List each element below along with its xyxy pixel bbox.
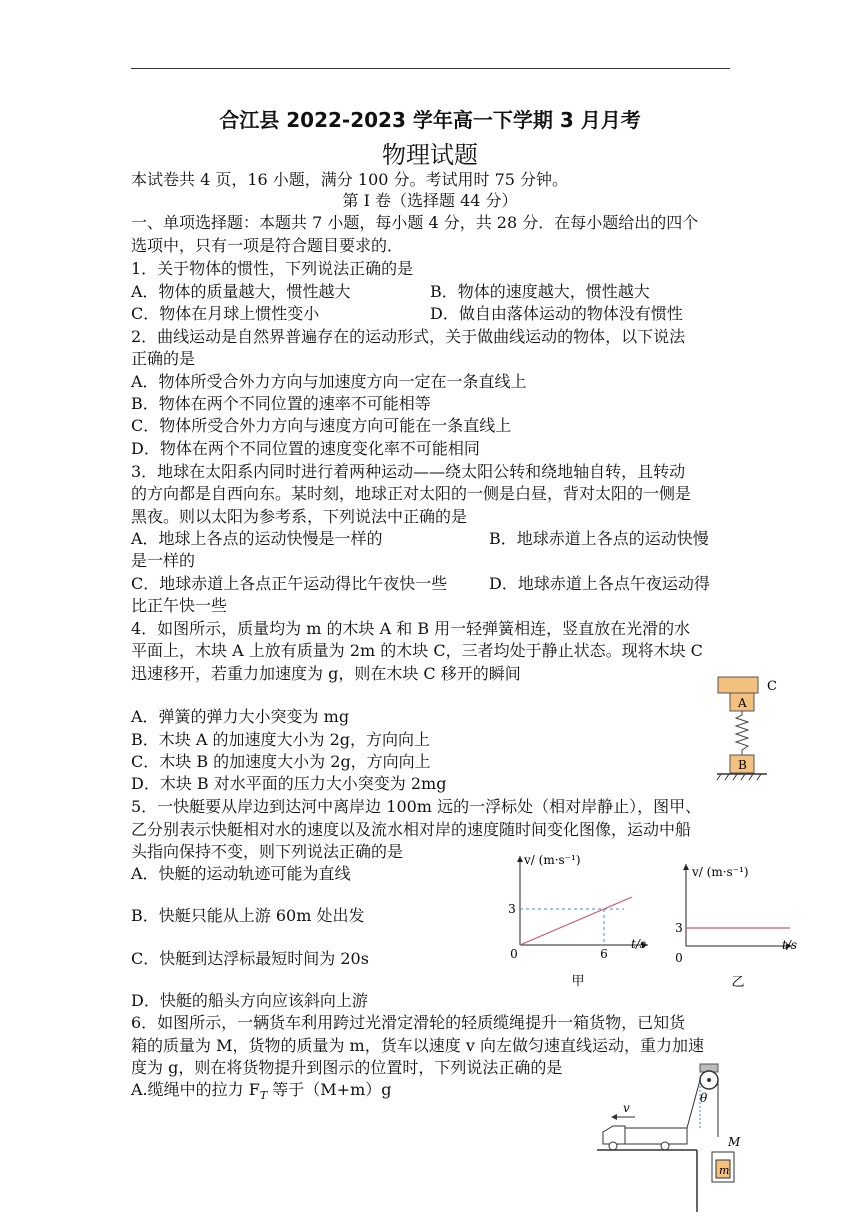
q6-option-a-subscript: T <box>259 1089 268 1103</box>
q3-option-b-cont: 是一样的 <box>131 551 196 570</box>
q6-option-a-tail: 等于（M+m）g <box>267 1080 392 1099</box>
q6-option-a-text: A.缆绳中的拉力 F <box>131 1080 260 1099</box>
y-axis-arrow <box>683 864 689 870</box>
box-mass-label: M <box>728 1135 741 1149</box>
q3-stem: 的方向都是自西向东。某时刻，地球正对太阳的一侧是白昼，背对太阳的一侧是 <box>131 484 692 503</box>
pulley-axle <box>707 1078 711 1082</box>
section-heading: 第 I 卷（选择题 44 分） <box>342 191 518 210</box>
graph-caption: 乙 <box>731 975 745 990</box>
header-rule <box>131 68 730 69</box>
q5-option-c: C．快艇到达浮标最短时间为 20s <box>131 949 369 968</box>
q3-option-c: C．地球赤道上各点正午运动得比午夜快一些 <box>131 574 448 593</box>
series-line <box>520 897 632 945</box>
spring <box>736 711 748 755</box>
block-b-label: B <box>738 758 747 772</box>
y-axis-arrow <box>517 856 523 862</box>
q4-option-d: D．木块 B 对水平面的压力大小突变为 2mg <box>131 774 447 793</box>
q5-stem: 5．一快艇要从岸边到达河中离岸边 100m 远的一浮标处（相对岸静止），图甲、 <box>131 797 702 816</box>
truck-bed <box>625 1128 687 1144</box>
truck-cab <box>603 1126 625 1144</box>
exam-info: 本试卷共 4 页，16 小题，满分 100 分。考试用时 75 分钟。 <box>131 170 569 189</box>
truck-wheel <box>661 1142 669 1150</box>
q5-stem: 乙分别表示快艇相对水的速度以及流水相对岸的速度随时间变化图像，运动中船 <box>131 820 692 839</box>
x-axis-label: t/s <box>782 938 798 952</box>
q2-option-b: B．物体在两个不同位置的速率不可能相等 <box>131 394 431 413</box>
q4-spring-blocks-figure <box>705 670 785 785</box>
q6-stem: 箱的质量为 M，货物的质量为 m，货车以速度 v 向左做匀速直线运动，重力加速 <box>131 1036 704 1055</box>
q6-option-a <box>131 1080 391 1106</box>
q6-stem: 度为 g，则在将货物提升到图示的位置时，下列说法正确的是 <box>131 1058 563 1077</box>
q1-option-b: B．物体的速度越大，惯性越大 <box>430 282 650 301</box>
cable-to-truck <box>687 1080 700 1128</box>
q1-stem: 1．关于物体的惯性，下列说法正确的是 <box>131 259 414 278</box>
y-tick-label: 3 <box>508 902 516 916</box>
block-c-label: C <box>767 679 777 694</box>
q5-option-a: A．快艇的运动轨迹可能为直线 <box>131 864 351 883</box>
y-tick-label: 3 <box>675 921 683 935</box>
q6-truck-pulley-figure <box>595 1062 745 1214</box>
q3-stem: 3．地球在太阳系内同时进行着两种运动——绕太阳公转和绕地轴自转，且转动 <box>131 462 686 481</box>
origin-label: 0 <box>675 951 683 965</box>
q3-option-d-cont: 比正午快一些 <box>131 596 228 615</box>
cargo-mass-label: m <box>719 1164 730 1177</box>
q4-stem: 平面上，木块 A 上放有质量为 2m 的木块 C，三者均处于静止状态。现将木块 C <box>131 641 703 660</box>
q5-option-b: B．快艇只能从上游 60m 处出发 <box>131 906 365 925</box>
block-c <box>718 677 758 693</box>
q2-stem: 正确的是 <box>131 349 196 368</box>
q2-option-d: D．物体在两个不同位置的速度变化率不可能相同 <box>131 439 480 458</box>
q2-option-c: C．物体所受合外力方向与速度方向可能在一条直线上 <box>131 416 512 435</box>
q4-option-a: A．弹簧的弹力大小突变为 mg <box>131 707 350 726</box>
q3-option-d: D．地球赤道上各点午夜运动得 <box>489 574 710 593</box>
q4-option-b: B．木块 A 的加速度大小为 2g，方向向上 <box>131 730 430 749</box>
instructions-line: 选项中，只有一项是符合题目要求的． <box>131 236 404 255</box>
graph-caption: 甲 <box>571 974 585 989</box>
exam-title: 合江县 2022-2023 学年高一下学期 3 月月考 <box>219 108 641 132</box>
exam-subject: 物理试题 <box>382 141 478 169</box>
angle-label: θ <box>700 1091 708 1105</box>
origin-label: 0 <box>510 947 518 961</box>
q3-stem: 黑夜。则以太阳为参考系，下列说法中正确的是 <box>131 507 468 526</box>
q1-option-d: D．做自由落体运动的物体没有惯性 <box>430 304 683 323</box>
q2-stem: 2．曲线运动是自然界普遍存在的运动形式，关于做曲线运动的物体，以下说法 <box>131 327 686 346</box>
q5-option-d: D．快艇的船头方向应该斜向上游 <box>131 991 368 1010</box>
q4-option-c: C．木块 B 的加速度大小为 2g，方向向上 <box>131 752 431 771</box>
graph-jia <box>498 850 658 990</box>
ground-hatch <box>717 774 761 780</box>
q1-option-c: C．物体在月球上惯性变小 <box>131 304 320 323</box>
q5-stem: 头指向保持不变，则下列说法正确的是 <box>131 842 404 861</box>
x-axis-label: t/s <box>631 937 647 951</box>
q6-stem: 6．如图所示，一辆货车利用跨过光滑定滑轮的轻质缆绳提升一箱货物，已知货 <box>131 1013 686 1032</box>
x-tick-label: 6 <box>600 947 608 961</box>
y-axis-label: v/ (m·s⁻¹) <box>692 865 749 879</box>
q3-option-b: B．地球赤道上各点的运动快慢 <box>489 529 709 548</box>
q2-option-a: A．物体所受合外力方向与加速度方向一定在一条直线上 <box>131 372 527 391</box>
q4-stem: 迅速移开，若重力加速度为 g，则在木块 C 移开的瞬间 <box>131 664 521 683</box>
block-a-label: A <box>738 696 747 710</box>
y-axis-label: v/ (m·s⁻¹) <box>524 853 581 867</box>
graph-yi <box>662 858 810 990</box>
instructions-line: 一、单项选择题：本题共 7 小题，每小题 4 分，共 28 分．在每小题给出的四个 <box>131 213 699 232</box>
velocity-arrowhead <box>611 1114 617 1120</box>
velocity-label: v <box>623 1101 630 1115</box>
q3-option-a: A．地球上各点的运动快慢是一样的 <box>131 529 383 548</box>
q4-stem: 4．如图所示，质量均为 m 的木块 A 和 B 用一轻弹簧相连，竖直放在光滑的水 <box>131 619 691 638</box>
q1-option-a: A．物体的质量越大，惯性越大 <box>131 282 351 301</box>
truck-wheel <box>609 1142 617 1150</box>
